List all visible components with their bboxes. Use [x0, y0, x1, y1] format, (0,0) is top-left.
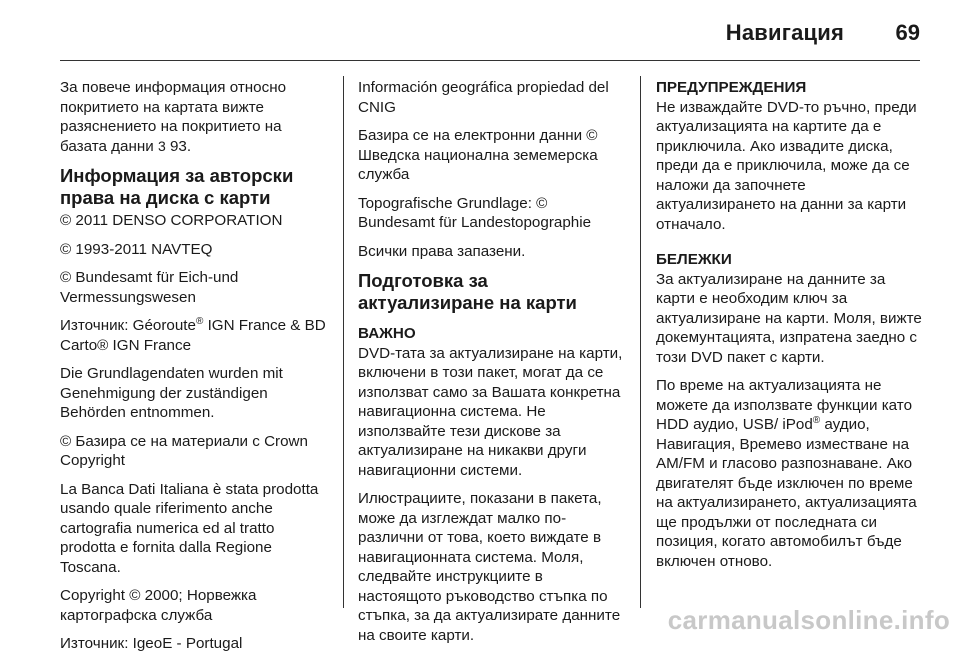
paragraph-denso: © 2011 DENSO CORPORATION: [60, 212, 283, 229]
column-divider-2: [640, 76, 641, 608]
page-header: [0, 0, 960, 62]
watermark: carmanualsonline.info: [667, 605, 950, 635]
heading-copyright: Информация за авторски права на диска с карти: [60, 165, 294, 208]
paragraph-rights: Всички права запазени.: [358, 242, 526, 260]
paragraph-sweden: Базира се на електронни данни © Шведска национална земемерска служба: [358, 127, 598, 183]
paragraph-bundesamt: © Bundesamt für Eich-und Vermessungswesen: [60, 269, 239, 306]
paragraph-notes: За актуализиране на данните за карти е необходим ключ за актуализиране на карти. Моля, вижте докемунтацията, изпратена заедно с този DVD пакет с карти.: [656, 270, 922, 366]
page-number: 69: [895, 20, 920, 45]
paragraph-portugal: Източник: IgeoE - Portugal: [60, 635, 243, 652]
column-1: [60, 78, 328, 663]
section-title: Навигация: [725, 20, 844, 45]
paragraph-during-update: По време на актуализацията не можете да използвате функции като HDD аудио, USB/ iPod® аудио, Навигация, Времево изместване на AM/FM и гласово разпознаване. Ако двигателят бъде изключен по време на актуализирането, актуализацията ще продължи от последната си позиция, когато автомобилът бъде включен отново.: [656, 377, 917, 570]
page-reference-icon: 3: [157, 137, 166, 154]
notes-block: [656, 250, 926, 367]
paragraph-warning: Не изваждайте DVD-то ръчно, преди актуализацията на картите да е приключила. Ако извадите диска, преди да е приключила, може да се наложи да започнете актуализирането на данни за карти отначало.: [656, 98, 917, 233]
page-reference[interactable]: 93.: [165, 137, 192, 155]
header-divider: [60, 60, 920, 61]
paragraph-coverage: За повече информация относно покритието на картата вижте разяснението на покритието на базата данни 3 93.: [60, 79, 287, 155]
paragraph-norway: Copyright © 2000; Норвежка картографска служба: [60, 587, 257, 624]
column-3: [656, 78, 926, 580]
paragraph-geografica: Información geográfica propiedad del CNIG: [358, 79, 609, 116]
paragraph-italiana: La Banca Dati Italiana è stata prodotta usando quale riferimento anche cartografia numerica ed al tratto prodotta e fornita dalla Regione Toscana.: [60, 480, 319, 576]
paragraph-geoute: Източник: Géoroute® IGN France & BD Carto® IGN France: [60, 315, 326, 354]
paragraph-illustrations: Илюстрациите, показани в пакета, може да изглеждат малко по-различни от това, което виждате в навигационната система. Моля, следвайте инструкциите в настоящото ръководство стъпка по стъпка, за да актуализирате данните на своите карти.: [358, 490, 621, 644]
heading-important: ВАЖНО: [358, 325, 416, 342]
paragraph-dvd: DVD-тата за актуализиране на карти, включени в този пакет, могат да се използват само за Вашата конкретна навигационна система. Не използвайте тези дискове за актуализиране на никакви други навигационни системи.: [358, 344, 623, 479]
paragraph-navteq: © 1993-2011 NAVTEQ: [60, 240, 213, 258]
important-block: [358, 324, 628, 480]
paragraph-topo: Topografische Grundlage: © Bundesamt für Landestopographie: [358, 194, 592, 231]
heading-notes: БЕЛЕЖКИ: [656, 251, 732, 268]
heading-map-update: Подготовка за актуализиране на карти: [358, 270, 577, 313]
heading-warning: ПРЕДУПРЕЖДЕНИЯ: [656, 79, 807, 96]
paragraph-grundlagen: Die Grundlagendaten wurden mit Genehmigung der zuständigen Behörden entnommen.: [60, 365, 283, 421]
paragraph-crown: © Базира се на материали с Crown Copyright: [60, 432, 308, 469]
registered-mark: ®: [812, 414, 821, 426]
warning-block: [656, 78, 926, 234]
column-divider-1: [343, 76, 344, 608]
column-2: [358, 78, 628, 654]
registered-mark: ®: [195, 315, 204, 327]
